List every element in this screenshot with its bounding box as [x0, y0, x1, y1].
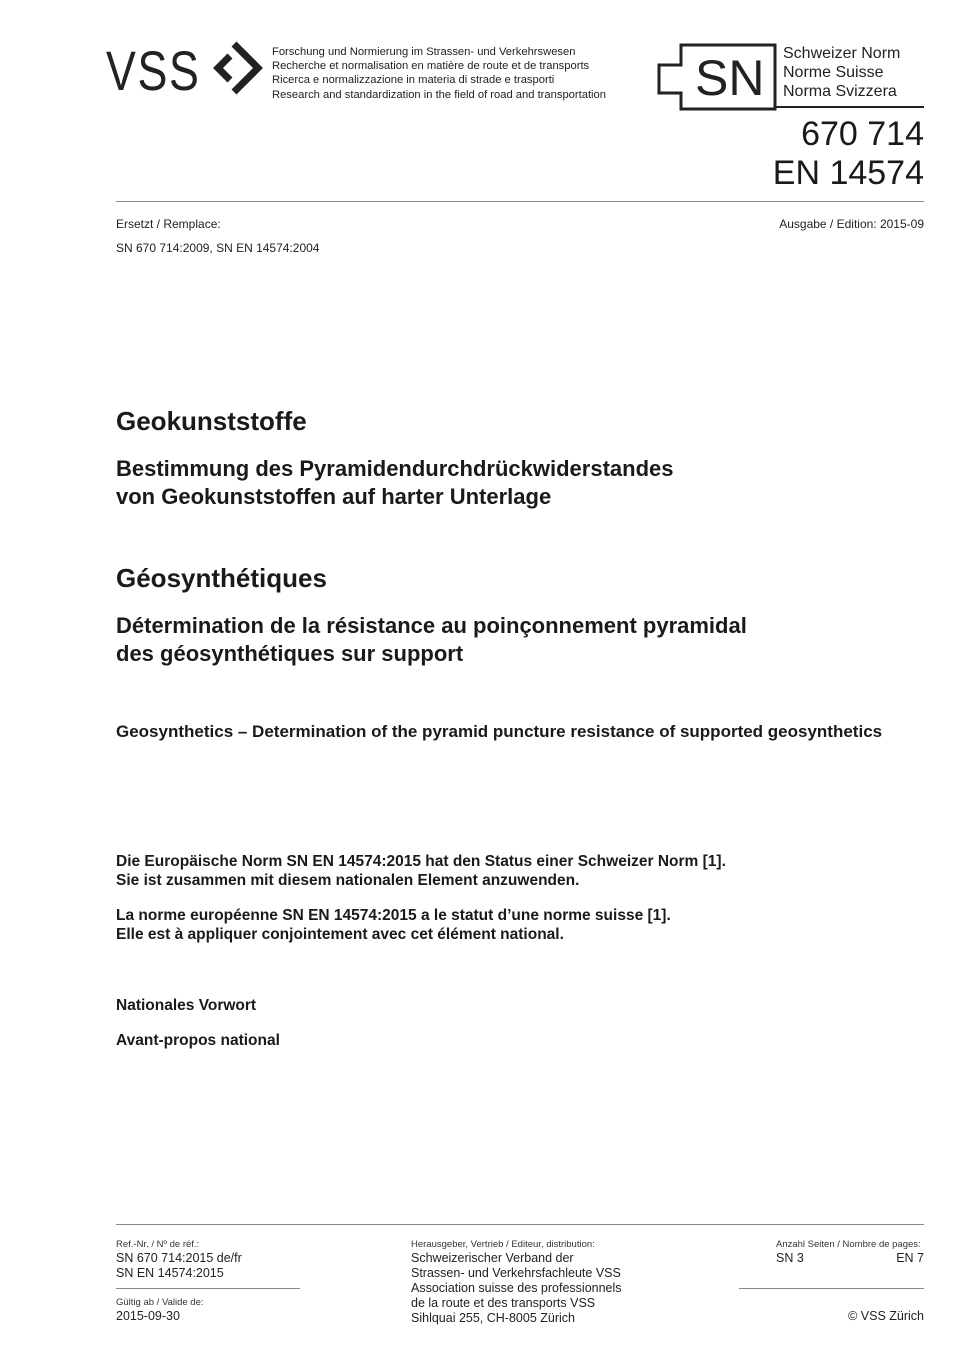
title-en: Geosynthetics – Determination of the pyramid puncture resistance of supported geosynthetics — [116, 722, 883, 741]
subtitle-de — [116, 455, 674, 511]
sn-logo — [657, 43, 777, 111]
tagline-en: Research and standardization in the field of road and transportation — [272, 88, 606, 101]
subtitle-de-line-1: Bestimmung des Pyramidendurchdrückwiderstandes — [116, 456, 674, 481]
publisher-line-3: Association suisse des professionnels — [411, 1281, 622, 1295]
statement-de — [116, 853, 726, 890]
title-de: Geokunststoffe — [116, 406, 307, 436]
svg-text:VSS: VSS — [106, 39, 201, 100]
valid-label: Gültig ab / Valide de: — [116, 1297, 204, 1308]
subtitle-fr-line-2: des géosynthétiques sur support — [116, 641, 464, 666]
ref-value-1: SN 670 714:2015 de/fr — [116, 1251, 242, 1265]
pages-sn: SN 3 — [776, 1251, 804, 1265]
sn-underline — [776, 106, 924, 108]
tagline-it: Ricerca e normalizzazione in materia di strade e trasporti — [272, 74, 555, 87]
sn-name-it: Norma Svizzera — [783, 83, 897, 100]
pages-divider — [739, 1288, 924, 1289]
subtitle-de-line-2: von Geokunststoffen auf harter Unterlage — [116, 484, 552, 509]
tagline-fr: Recherche et normalisation en matière de route et de transports — [272, 60, 590, 73]
statement-fr — [116, 907, 671, 944]
foreword-de: Nationales Vorwort — [116, 997, 257, 1014]
publisher-label: Herausgeber, Vertrieb / Editeur, distribution: — [411, 1239, 595, 1250]
copyright: © VSS Zürich — [848, 1309, 924, 1323]
publisher-line-5: Sihlquai 255, CH-8005 Zürich — [411, 1311, 575, 1325]
foreword-fr: Avant-propos national — [116, 1032, 280, 1049]
sn-name-fr: Norme Suisse — [783, 64, 884, 81]
en-number: EN 14574 — [772, 154, 924, 192]
publisher-line-4: de la route et des transports VSS — [411, 1296, 596, 1310]
header-divider — [116, 201, 924, 202]
statement-fr-line-1: La norme européenne SN EN 14574:2015 a le statut d’une norme suisse [1]. — [116, 907, 671, 924]
title-fr: Géosynthétiques — [116, 563, 327, 593]
replaces-label: Ersetzt / Remplace: — [116, 217, 221, 231]
subtitle-fr — [116, 612, 747, 668]
publisher-line-2: Strassen- und Verkehrsfachleute VSS — [411, 1266, 621, 1280]
ref-label: Ref.-Nr. / Nº de réf.: — [116, 1239, 200, 1250]
edition: Ausgabe / Edition: 2015-09 — [779, 217, 924, 231]
valid-value: 2015-09-30 — [116, 1309, 180, 1323]
norm-number: 670 714 — [801, 115, 924, 153]
sn-names — [783, 44, 900, 101]
subtitle-fr-line-1: Détermination de la résistance au poinçonnement pyramidal — [116, 613, 747, 638]
footer-divider — [116, 1224, 924, 1225]
statement-fr-line-2: Elle est à appliquer conjointement avec cet élément national. — [116, 925, 564, 943]
ref-divider — [116, 1288, 300, 1289]
pages-label: Anzahl Seiten / Nombre de pages: — [776, 1239, 921, 1250]
ref-value-2: SN EN 14574:2015 — [116, 1266, 224, 1280]
svg-text:SN: SN — [695, 50, 765, 106]
publisher-line-1: Schweizerischer Verband der — [411, 1251, 574, 1265]
statement-de-line-2: Sie ist zusammen mit diesem nationalen Element anzuwenden. — [116, 871, 580, 889]
tagline-de: Forschung und Normierung im Strassen- und Verkehrswesen — [272, 46, 576, 58]
statement-de-line-1: Die Europäische Norm SN EN 14574:2015 hat den Status einer Schweizer Norm [1]. — [116, 853, 726, 870]
vss-logo — [106, 38, 264, 100]
pages-en: EN 7 — [896, 1251, 924, 1265]
replaces-value: SN 670 714:2009, SN EN 14574:2004 — [116, 241, 320, 255]
vss-tagline — [272, 45, 606, 102]
sn-name-de: Schweizer Norm — [783, 45, 901, 62]
